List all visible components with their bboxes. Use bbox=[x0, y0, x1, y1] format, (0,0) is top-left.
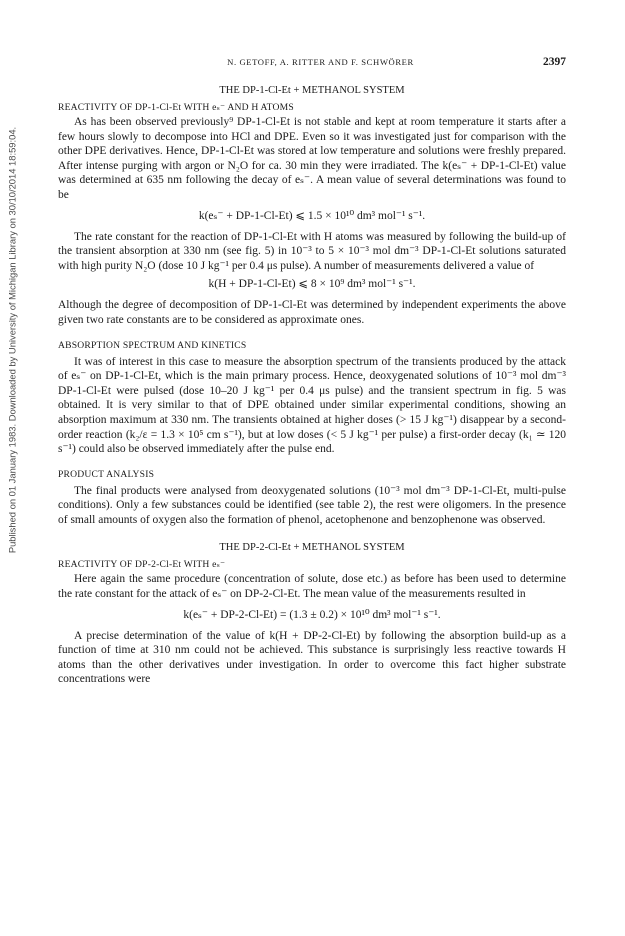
paragraph: It was of interest in this case to measure the absorption spectrum of the transients produced by the attack of eₛ⁻ on DP-1-Cl-Et, which is the main primary process. Hence, deoxygenated solutions of 10⁻³ mol dm⁻³ DP-1-Cl-Et were pulsed (dose 10–20 J kg⁻¹ per 0.4 μs pulse) and the transient spectrum in fig. 5 was obtained. It is very similar to that of DPE obtained under similar experimental conditions, showing an absorption maximum at 330 nm. The transients obtained at higher doses (> 15 J kg⁻¹) disappear by a second-order reaction (k₂/ε = 1.3 × 10⁵ cm s⁻¹), but at low doses (< 5 J kg⁻¹ per pulse) a first-order decay (k₁ ≃ 120 s⁻¹) could also be observed immediately after the pulse end. bbox=[58, 355, 566, 456]
journal-page bbox=[58, 56, 566, 687]
page-number: 2397 bbox=[543, 56, 566, 68]
subsection-heading: ABSORPTION SPECTRUM AND KINETICS bbox=[58, 339, 247, 351]
section-title: THE DP-1-Cl-Et + METHANOL SYSTEM bbox=[219, 85, 405, 96]
equation: k(eₛ⁻ + DP-2-Cl-Et) = (1.3 ± 0.2) × 10¹⁰ dm³ mol⁻¹ s⁻¹. bbox=[183, 608, 441, 621]
paragraph: The final products were analysed from deoxygenated solutions (10⁻³ mol dm⁻³ DP-1-Cl-Et, multi-pulse conditions). Only a few substances could be identified (see table 2), the rest were oligomers. In the presence of small amounts of oxygen also the formation of phenol, acetophenone and benzophenone was observed. bbox=[58, 484, 566, 526]
paragraph: Here again the same procedure (concentration of solute, dose etc.) as before has been used to determine the rate constant for the attack of eₛ⁻ on DP-2-Cl-Et. The mean value of the measurements resulted in bbox=[58, 573, 566, 601]
equation: k(eₛ⁻ + DP-1-Cl-Et) ⩽ 1.5 × 10¹⁰ dm³ mol⁻¹ s⁻¹. bbox=[198, 209, 426, 222]
download-note: Published on 01 January 1983. Downloaded by University of Michigan Library on 30/10/2014 18:59:04. bbox=[6, 126, 18, 554]
paragraph: The rate constant for the reaction of DP-1-Cl-Et with H atoms was measured by following the build-up of the transient absorption at 330 nm (see fig. 5) in 10⁻³ to 5 × 10⁻³ mol dm⁻³ DP-1-Cl-Et solutions saturated with high purity N₂O (dose 10 J kg⁻¹ per 0.4 μs pulse). A number of measurements delivered a value of bbox=[58, 230, 566, 272]
paragraph: Although the degree of decomposition of DP-1-Cl-Et was determined by independent experiments the above given two rate constants are to be considered as approximate ones. bbox=[58, 299, 566, 326]
subsection-heading: REACTIVITY OF DP-1-Cl-Et WITH eₛ⁻ AND H ATOMS bbox=[58, 102, 294, 113]
running-header bbox=[58, 56, 566, 68]
equation: k(H + DP-1-Cl-Et) ⩽ 8 × 10⁹ dm³ mol⁻¹ s⁻¹. bbox=[208, 278, 416, 291]
subsection-heading: PRODUCT ANALYSIS bbox=[58, 468, 155, 480]
download-watermark bbox=[6, 70, 18, 610]
running-authors: N. GETOFF, A. RITTER AND F. SCHWÖRER bbox=[227, 57, 414, 67]
section-title: THE DP-2-Cl-Et + METHANOL SYSTEM bbox=[219, 542, 405, 554]
subsection-heading: REACTIVITY OF DP-2-Cl-Et WITH eₛ⁻ bbox=[58, 559, 226, 571]
paragraph: A precise determination of the value of k(H + DP-2-Cl-Et) by following the absorption build-up as a function of time at 310 nm could not be achieved. This substance is surprisingly less reactive towards H atoms than the other derivatives under investigation. In order to overcome this fact higher substrate concentrations were bbox=[58, 629, 566, 686]
paragraph: As has been observed previously⁹ DP-1-Cl-Et is not stable and kept at room temperature it starts after a few hours slowly to decompose into HCl and DPE. Even so it was investigated just for comparison with the other DPE derivatives. Hence, DP-1-Cl-Et was stored at low temperature and solutions were freshly prepared. After intense purging with argon or N₂O for ca. 30 min they were irradiated. The k(eₛ⁻ + DP-1-Cl-Et) value was determined at 635 nm following the decay of eₛ⁻. A mean value of several determinations was found to be bbox=[58, 116, 566, 201]
